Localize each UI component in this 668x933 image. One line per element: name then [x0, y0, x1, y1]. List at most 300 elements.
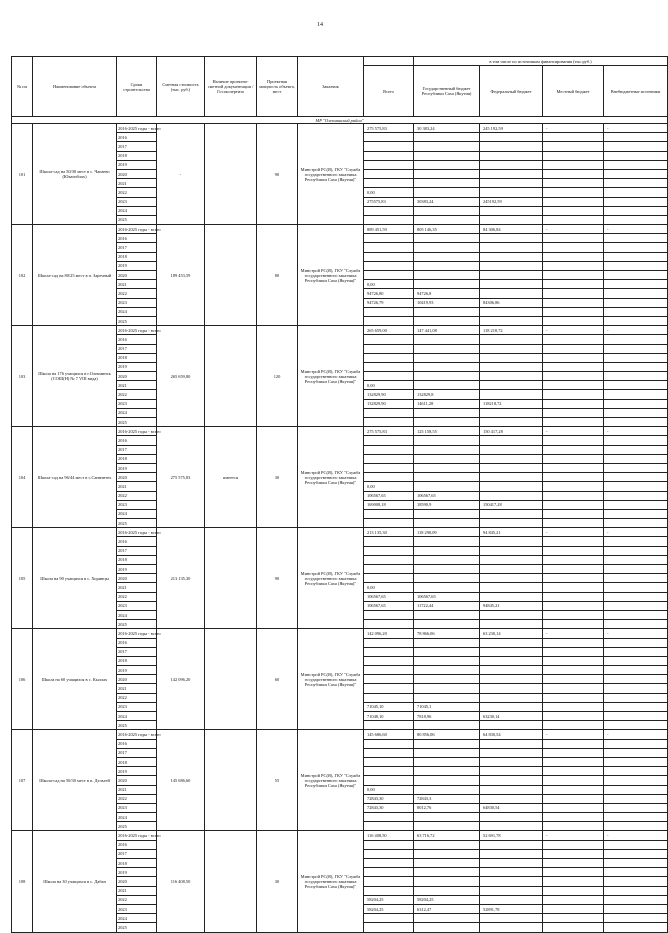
year-label: 2024	[117, 914, 157, 923]
amount-local	[543, 693, 604, 702]
amount-federal	[480, 353, 543, 362]
object-name: Школа-сад на 50/30 мест в с. Чапаево (Юкагиблах)	[33, 124, 117, 225]
amount-total: 213 135,30	[364, 528, 414, 537]
amount-federal	[480, 767, 543, 776]
year-label: 2022	[117, 390, 157, 399]
amount-federal	[480, 307, 543, 316]
amount-local	[543, 473, 604, 482]
amount-local	[543, 353, 604, 362]
amount-local	[543, 445, 604, 454]
col-total-top	[364, 57, 414, 66]
amount-total: 58204,25	[364, 895, 414, 904]
year-label: 2016-2025 годы - всего	[117, 427, 157, 436]
amount-extra	[604, 666, 668, 675]
amount-federal	[480, 133, 543, 142]
amount-extra	[604, 473, 668, 482]
year-label: 2021	[117, 179, 157, 188]
amount-extra	[604, 234, 668, 243]
amount-local	[543, 197, 604, 206]
amount-republic: 805 146,35	[414, 225, 480, 234]
amount-local	[543, 509, 604, 518]
table-row	[12, 124, 668, 133]
amount-federal	[480, 565, 543, 574]
amount-republic	[414, 656, 480, 665]
amount-extra	[604, 565, 668, 574]
amount-federal	[480, 280, 543, 289]
amount-federal	[480, 188, 543, 197]
year-label: 2017	[117, 243, 157, 252]
amount-federal	[480, 785, 543, 794]
amount-local	[543, 555, 604, 564]
amount-federal	[480, 482, 543, 491]
amount-extra	[604, 923, 668, 932]
year-label: 2025	[117, 721, 157, 730]
year-label: 2018	[117, 252, 157, 261]
amount-federal	[480, 454, 543, 463]
year-label: 2020	[117, 877, 157, 886]
amount-local	[543, 463, 604, 472]
amount-republic	[414, 813, 480, 822]
amount-republic: 106567,65	[414, 592, 480, 601]
amount-republic	[414, 822, 480, 831]
amount-republic	[414, 353, 480, 362]
amount-local	[543, 243, 604, 252]
amount-extra	[604, 868, 668, 877]
amount-republic	[414, 555, 480, 564]
amount-local	[543, 684, 604, 693]
year-label: 2017	[117, 142, 157, 151]
amount-extra	[604, 647, 668, 656]
amount-republic	[414, 463, 480, 472]
amount-federal	[480, 647, 543, 656]
amount-republic	[414, 261, 480, 270]
year-label: 2018	[117, 656, 157, 665]
amount-extra	[604, 537, 668, 546]
amount-local	[543, 601, 604, 610]
amount-local	[543, 316, 604, 325]
amount-federal	[480, 418, 543, 427]
year-label: 2016-2025 годы - всего	[117, 225, 157, 234]
expertise-status	[205, 326, 257, 427]
col-source-extra: Внебюджетные источники	[604, 66, 668, 117]
amount-federal	[480, 638, 543, 647]
year-label: 2025	[117, 418, 157, 427]
amount-republic	[414, 509, 480, 518]
amount-local	[543, 666, 604, 675]
object-name: Школа на 176 учащихся в г.Олекминск (СОШ(Н) № 7 VIII вида)	[33, 326, 117, 427]
estimated-cost: 275 575,83	[157, 427, 205, 528]
amount-federal	[480, 721, 543, 730]
amount-republic	[414, 519, 480, 528]
amount-republic	[414, 886, 480, 895]
amount-federal	[480, 509, 543, 518]
amount-extra	[604, 133, 668, 142]
amount-local	[543, 859, 604, 868]
amount-total: 132829,90	[364, 399, 414, 408]
col-source-local: Местный бюджет	[543, 66, 604, 117]
amount-republic	[414, 215, 480, 224]
year-label: 2021	[117, 886, 157, 895]
year-label: 2016-2025 годы - всего	[117, 528, 157, 537]
year-label: 2021	[117, 381, 157, 390]
amount-federal	[480, 757, 543, 766]
amount-republic	[414, 280, 480, 289]
amount-extra	[604, 638, 668, 647]
year-label: 2025	[117, 215, 157, 224]
amount-total	[364, 546, 414, 555]
year-label: 2025	[117, 519, 157, 528]
amount-extra	[604, 509, 668, 518]
amount-extra	[604, 491, 668, 500]
amount-extra	[604, 610, 668, 619]
amount-local	[543, 583, 604, 592]
amount-republic	[414, 234, 480, 243]
amount-total	[364, 445, 414, 454]
amount-total	[364, 914, 414, 923]
amount-total: 132829,90	[364, 390, 414, 399]
table-row	[12, 629, 668, 638]
amount-local	[543, 491, 604, 500]
amount-federal: 94845,21	[480, 601, 543, 610]
object-name: Школа на 60 учащихся в с. Кыллах	[33, 629, 117, 730]
amount-local	[543, 656, 604, 665]
amount-extra	[604, 712, 668, 721]
amount-total	[364, 509, 414, 518]
amount-federal	[480, 473, 543, 482]
amount-extra	[604, 151, 668, 160]
amount-republic: 58204,25	[414, 895, 480, 904]
amount-republic	[414, 868, 480, 877]
year-label: 2025	[117, 923, 157, 932]
amount-total	[364, 684, 414, 693]
year-label: 2022	[117, 289, 157, 298]
customer: Минстрой РС(Я), ГКУ "Служба государственного заказчика Республики Саха (Якутия)"	[298, 124, 364, 225]
amount-total: 275575,83	[364, 197, 414, 206]
amount-total	[364, 252, 414, 261]
year-label: 2018	[117, 859, 157, 868]
year-label: 2022	[117, 188, 157, 197]
amount-federal	[480, 160, 543, 169]
amount-local	[543, 638, 604, 647]
amount-republic: 7818,96	[414, 712, 480, 721]
amount-total	[364, 142, 414, 151]
amount-extra	[604, 574, 668, 583]
amount-total: 275 575,83	[364, 124, 414, 133]
amount-local	[543, 546, 604, 555]
amount-federal	[480, 693, 543, 702]
amount-federal	[480, 445, 543, 454]
amount-total	[364, 463, 414, 472]
amount-local: -	[543, 528, 604, 537]
amount-local	[543, 610, 604, 619]
year-label: 2016	[117, 638, 157, 647]
amount-federal	[480, 849, 543, 858]
year-label: 2020	[117, 271, 157, 280]
amount-federal	[480, 169, 543, 178]
amount-local	[543, 574, 604, 583]
table-row	[12, 831, 668, 840]
capacity: 120	[257, 326, 298, 427]
amount-republic	[414, 454, 480, 463]
amount-federal	[480, 914, 543, 923]
amount-republic	[414, 169, 480, 178]
amount-total	[364, 666, 414, 675]
year-label: 2023	[117, 399, 157, 408]
amount-republic	[414, 767, 480, 776]
year-label: 2016	[117, 840, 157, 849]
amount-extra	[604, 169, 668, 178]
amount-republic: 10419,93	[414, 298, 480, 307]
amount-federal: 64830,54	[480, 803, 543, 812]
amount-total: 0,00	[364, 381, 414, 390]
year-label: 2017	[117, 849, 157, 858]
amount-total	[364, 537, 414, 546]
amount-federal	[480, 592, 543, 601]
amount-local	[543, 252, 604, 261]
amount-total	[364, 353, 414, 362]
amount-federal	[480, 271, 543, 280]
amount-local	[543, 537, 604, 546]
table-row	[12, 326, 668, 335]
year-label: 2024	[117, 509, 157, 518]
amount-extra	[604, 261, 668, 270]
amount-federal	[480, 519, 543, 528]
amount-republic: 94726,8	[414, 289, 480, 298]
amount-republic	[414, 372, 480, 381]
amount-local	[543, 372, 604, 381]
amount-extra	[604, 408, 668, 417]
amount-federal	[480, 895, 543, 904]
year-label: 2018	[117, 555, 157, 564]
amount-total: 0,00	[364, 482, 414, 491]
year-label: 2019	[117, 463, 157, 472]
amount-federal	[480, 822, 543, 831]
object-name: Школа на 30 учащихся в с. Дабан	[33, 831, 117, 932]
amount-republic: 132829,8	[414, 390, 480, 399]
amount-total: 58204,25	[364, 904, 414, 913]
amount-extra	[604, 454, 668, 463]
amount-total: 106567,65	[364, 491, 414, 500]
amount-total	[364, 886, 414, 895]
year-label: 2016-2025 годы - всего	[117, 124, 157, 133]
amount-local	[543, 904, 604, 913]
amount-local	[543, 160, 604, 169]
amount-total	[364, 179, 414, 188]
amount-local	[543, 785, 604, 794]
amount-extra	[604, 160, 668, 169]
amount-total	[364, 335, 414, 344]
year-label: 2020	[117, 776, 157, 785]
year-label: 2024	[117, 307, 157, 316]
amount-total: 0,00	[364, 188, 414, 197]
amount-total	[364, 721, 414, 730]
year-label: 2016	[117, 234, 157, 243]
year-label: 2018	[117, 454, 157, 463]
year-label: 2018	[117, 151, 157, 160]
capacity: 30	[257, 427, 298, 528]
year-label: 2019	[117, 565, 157, 574]
year-label: 2017	[117, 546, 157, 555]
amount-federal	[480, 675, 543, 684]
expertise-status	[205, 124, 257, 225]
amount-local	[543, 169, 604, 178]
year-label: 2021	[117, 785, 157, 794]
page-number: 14	[317, 22, 323, 28]
amount-republic	[414, 271, 480, 280]
amount-federal	[480, 739, 543, 748]
amount-local	[543, 418, 604, 427]
amount-extra	[604, 684, 668, 693]
amount-republic	[414, 739, 480, 748]
expertise-status	[205, 831, 257, 932]
amount-local	[543, 215, 604, 224]
amount-extra	[604, 188, 668, 197]
amount-local	[543, 877, 604, 886]
amount-federal	[480, 344, 543, 353]
amount-local: -	[543, 629, 604, 638]
amount-total	[364, 519, 414, 528]
amount-federal: 63 230,14	[480, 629, 543, 638]
year-label: 2021	[117, 684, 157, 693]
expertise-status	[205, 528, 257, 629]
amount-republic: 18590,9	[414, 500, 480, 509]
row-number: 108	[12, 831, 33, 932]
row-number: 106	[12, 629, 33, 730]
year-label: 2016	[117, 739, 157, 748]
expertise-status: имеется	[205, 427, 257, 528]
capacity: 80	[257, 225, 298, 326]
estimated-cost: 142 096,20	[157, 629, 205, 730]
table-row	[12, 730, 668, 739]
amount-republic	[414, 133, 480, 142]
amount-republic	[414, 748, 480, 757]
amount-republic: 78 866,06	[414, 629, 480, 638]
object-name: Школа-сад на 96/44 мест в с.Саннэнтех	[33, 427, 117, 528]
amount-total	[364, 271, 414, 280]
amount-extra	[604, 904, 668, 913]
amount-extra	[604, 197, 668, 206]
amount-republic: 14611,28	[414, 399, 480, 408]
year-label: 2025	[117, 316, 157, 325]
amount-local	[543, 565, 604, 574]
amount-extra	[604, 353, 668, 362]
amount-total	[364, 151, 414, 160]
amount-local	[543, 721, 604, 730]
amount-local	[543, 868, 604, 877]
amount-republic	[414, 381, 480, 390]
amount-extra	[604, 767, 668, 776]
amount-total	[364, 160, 414, 169]
amount-republic: 63 716,72	[414, 831, 480, 840]
estimated-cost: 265 659,80	[157, 326, 205, 427]
year-label: 2024	[117, 206, 157, 215]
amount-total	[364, 243, 414, 252]
year-label: 2023	[117, 298, 157, 307]
financing-table	[11, 56, 668, 933]
amount-federal	[480, 206, 543, 215]
amount-local	[543, 702, 604, 711]
amount-federal	[480, 408, 543, 417]
amount-extra	[604, 372, 668, 381]
amount-local	[543, 142, 604, 151]
amount-total	[364, 620, 414, 629]
customer: Минстрой РС(Я), ГКУ "Служба государственного заказчика Республики Саха (Якутия)"	[298, 225, 364, 326]
amount-local	[543, 188, 604, 197]
estimated-cost: 213 135,30	[157, 528, 205, 629]
amount-extra	[604, 215, 668, 224]
amount-extra	[604, 859, 668, 868]
amount-federal	[480, 436, 543, 445]
amount-republic: 147 441,08	[414, 326, 480, 335]
year-label: 2024	[117, 813, 157, 822]
amount-local	[543, 436, 604, 445]
amount-extra	[604, 399, 668, 408]
amount-total: 275 575,83	[364, 427, 414, 436]
amount-republic	[414, 160, 480, 169]
amount-republic	[414, 721, 480, 730]
amount-federal: 84 306,84	[480, 225, 543, 234]
customer: Минстрой РС(Я), ГКУ "Служба государственного заказчика Республики Саха (Якутия)"	[298, 528, 364, 629]
amount-local	[543, 362, 604, 371]
amount-local	[543, 399, 604, 408]
year-label: 2020	[117, 372, 157, 381]
amount-republic	[414, 188, 480, 197]
amount-federal	[480, 151, 543, 160]
amount-total	[364, 362, 414, 371]
col-capacity: Проектная мощность объекта, мест	[257, 57, 298, 117]
col-sources-caption: в том числе по источникам финансирования (тыс.руб.)	[414, 57, 668, 66]
amount-total: 94726,80	[364, 289, 414, 298]
amount-total	[364, 849, 414, 858]
amount-local	[543, 335, 604, 344]
amount-federal	[480, 620, 543, 629]
year-label: 2019	[117, 160, 157, 169]
amount-local	[543, 914, 604, 923]
amount-extra	[604, 757, 668, 766]
amount-total	[364, 859, 414, 868]
amount-local	[543, 712, 604, 721]
amount-federal	[480, 656, 543, 665]
amount-total	[364, 776, 414, 785]
amount-federal	[480, 923, 543, 932]
amount-federal	[480, 666, 543, 675]
year-label: 2022	[117, 794, 157, 803]
amount-republic	[414, 840, 480, 849]
section-title: МР "Олекминский район"	[12, 117, 668, 124]
amount-federal: 52891,78	[480, 904, 543, 913]
amount-republic	[414, 675, 480, 684]
year-label: 2022	[117, 693, 157, 702]
amount-local	[543, 794, 604, 803]
amount-total: 145 686,60	[364, 730, 414, 739]
amount-extra	[604, 316, 668, 325]
amount-extra	[604, 803, 668, 812]
amount-local	[543, 886, 604, 895]
amount-extra	[604, 179, 668, 188]
amount-total: 0,00	[364, 785, 414, 794]
customer: Минстрой РС(Я), ГКУ "Служба государственного заказчика Республики Саха (Якутия)"	[298, 629, 364, 730]
amount-extra	[604, 307, 668, 316]
amount-federal	[480, 243, 543, 252]
amount-republic	[414, 307, 480, 316]
year-label: 2021	[117, 583, 157, 592]
amount-federal	[480, 877, 543, 886]
row-number: 104	[12, 427, 33, 528]
amount-total	[364, 307, 414, 316]
amount-republic	[414, 877, 480, 886]
col-cost: Сметная стоимость (тыс. руб.)	[157, 57, 205, 117]
table-row	[12, 225, 668, 234]
